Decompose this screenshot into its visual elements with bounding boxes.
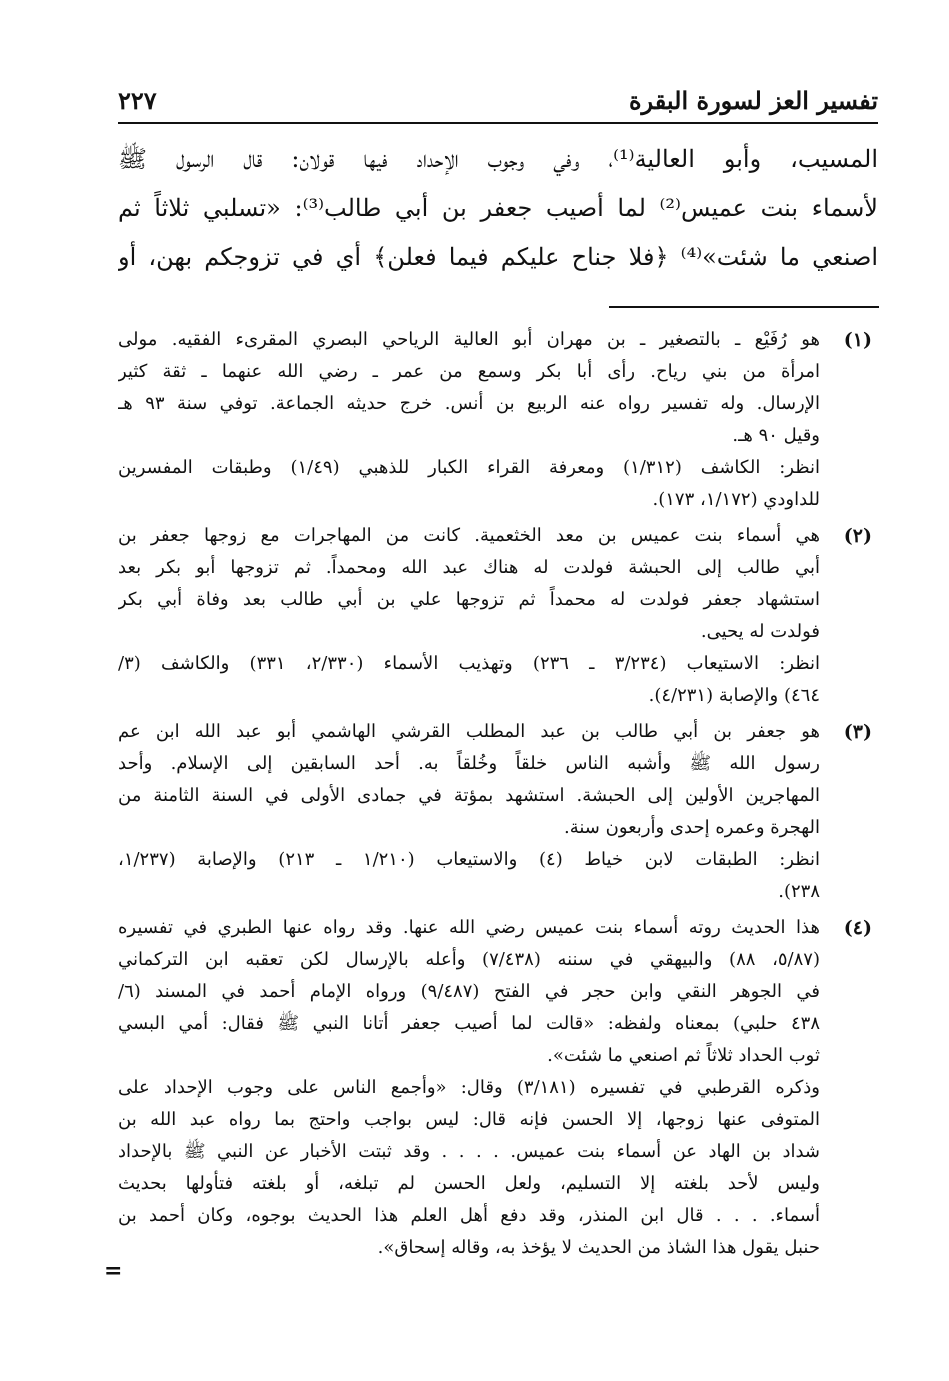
footnote-line: امرأة من بني رياح. رأى أبا بكر وسمع من عمر ـ رضي الله عنهما ـ ثقة كثير [118,361,820,382]
main-text-line: المسيب، وأبو العالية⁽¹⁾، وفي وجوب الإحداد فيها قولان: قال الرسول ﷺ [118,145,878,173]
footnote-line: فولدت له يحيى. [700,621,820,642]
continuation-mark: = [104,1258,123,1284]
main-text [118,135,878,282]
footnote-line: هو رُفَيْع ـ بالتصغير ـ بن مهران أبو العالية الرياحي البصري المقرىء الفقيه. مولى [118,329,820,350]
footnote-line: الهجرة وعمره إحدى وأربعون سنة. [564,817,820,838]
footnote-line: ثوب الحداد ثلاثاً ثم اصنعي ما شئت». [547,1045,820,1066]
footnote-line: استشهاد جعفر فولدت له محمداً ثم تزوجها علي بن أبي طالب بعد وفاة أبي بكر [118,589,820,610]
footnotes [118,324,878,1268]
footnote-line: رسول الله ﷺ وأشبه الناس خلقاً وخُلقاً به. أحد السابقين إلى الإسلام. وأحد [118,753,820,774]
footnote-line: أسماء. . . . قال ابن المنذر، وقد دفع أهل العلم هذا الحديث بوجوه، وكان أحمد بن [118,1205,820,1226]
footnote-line: وقيل ٩٠ هـ. [732,425,820,446]
footnote-line: الإرسال. وله تفسير رواه عنه الربيع بن أنس. خرج حديثه الجماعة. توفي سنة ٩٣ هـ [118,393,820,414]
footnote-line: المهاجرين الأولين إلى الحبشة. استشهد بمؤتة في جمادى الأولى في السنة الثامنة من [118,785,820,806]
footnote-number: (٤) [843,917,872,939]
footnote-line: هو جعفر بن أبي طالب بن عبد المطلب القرشي الهاشمي أبو عبد الله ابن عم [118,721,820,742]
footnote-line: في الجوهر النقي وابن حجر في الفتح (٩/٤٨٧) ورواه الإمام أحمد في المسند (٦/ [118,981,820,1002]
footnote-number: (١) [843,329,872,351]
footnote-line: ٤٣٨ حلبي) بمعناه ولفظه: «قالت لما أصيب جعفر أتانا النبي ﷺ فقال: أمي البسي [118,1013,820,1034]
page-header [118,82,878,124]
main-text-line: لأسماء بنت عميس⁽²⁾ لما أصيب جعفر بن أبي طالب⁽³⁾: «تسلبي ثلاثاً ثم [118,194,878,222]
footnote-line: أبي طالب إلى الحبشة فولدت له هناك عبد الله ومحمداً. ثم تزوجها أبو بكر بعد [118,557,820,578]
footnote-2 [118,520,878,712]
footnote-line: وذكره القرطبي في تفسيره (٣/١٨١) وقال: «وأجمع الناس على وجوب الإحداد على [118,1077,820,1098]
footnote-line: (٥/٨٧، ٨٨) والبيهقي في سننه (٧/٤٣٨) وأعله بالإرسال لكن تعقبه ابن التركماني [118,949,820,970]
footnote-line: هي أسماء بنت عميس بن معد الخثعمية. كانت من المهاجرات مع زوجها جعفر بن [118,525,820,546]
footnote-line: حنبل يقول هذا الشاذ من الحديث لا يؤخذ به، وقاله إسحاق». [377,1237,820,1258]
page-number: ٢٢٧ [118,86,157,115]
footnote-line: للداودي (١/١٧٢، ١٧٣). [652,489,820,510]
footnote-1 [118,324,878,516]
footnote-line: انظر: الاستيعاب (٣/٢٣٤ ـ ٢٣٦) وتهذيب الأسماء (٢/٣٣٠، ٣٣١) والكاشف (٣/ [118,653,820,674]
main-text-line: اصنعي ما شئت»⁽⁴⁾ ﴿فلا جناح عليكم فيما فعلن﴾ أي في تزوجكم بهن، أو [118,243,878,271]
footnote-line: المتوفى عنها زوجها، إلا الحسن فإنه قال: ليس بواجب واحتج بما رواه عبد الله بن [118,1109,820,1130]
footnote-number: (٢) [843,525,872,547]
footnote-line: وليس لأحد بلغته إلا التسليم، ولعل الحسن لم تبلغه، أو بلغته فتأولها بحديث [118,1173,820,1194]
running-title: تفسير العز لسورة البقرة [628,86,878,115]
footnote-line: شداد بن الهاد عن أسماء بنت عميس. . . . . وقد ثبتت الأخبار عن النبي ﷺ بالإحداد [118,1141,820,1162]
footnote-4 [118,912,878,1264]
footnote-line: انظر: الكاشف (١/٣١٢) ومعرفة القراء الكبار للذهبي (١/٤٩) وطبقات المفسرين [118,457,820,478]
footnote-line: ٤٦٤) والإصابة (٤/٢٣١). [648,685,820,706]
footnote-line: انظر: الطبقات لابن خياط (٤) والاستيعاب (١/٢١٠ ـ ٢١٣) والإصابة (١/٢٣٧، [118,849,820,870]
footnote-number: (٣) [843,721,872,743]
footnote-3 [118,716,878,908]
footnote-separator [609,306,879,308]
footnote-line: ٢٣٨). [778,881,820,902]
footnote-line: هذا الحديث روته أسماء بنت عميس رضي الله عنها. وقد رواه عنها الطبري في تفسيره [118,917,820,938]
